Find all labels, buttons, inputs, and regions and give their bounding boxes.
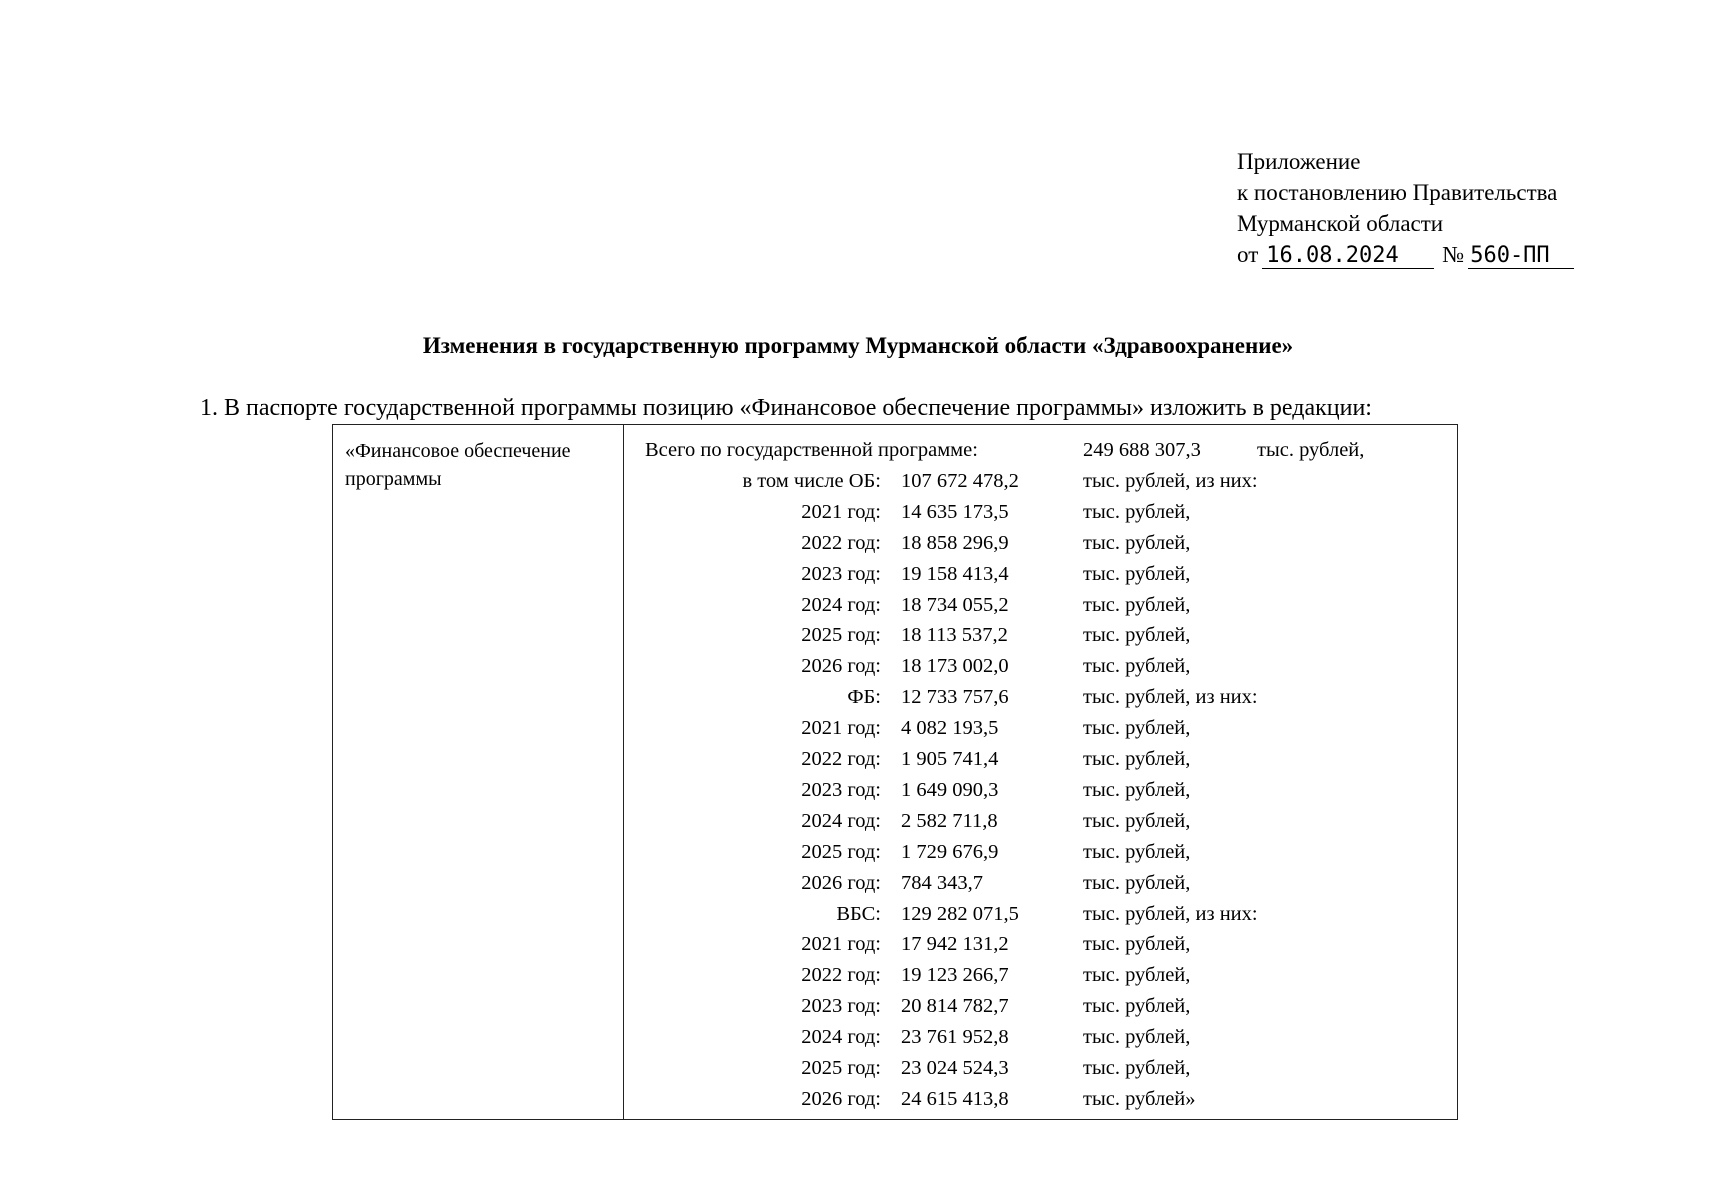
row-unit: тыс. рублей, [1083,1057,1191,1079]
from-label: от [1237,242,1259,267]
row-value: 18 734 055,2 [901,594,1009,616]
row-label: ВБС: [836,903,881,925]
financing-row [333,590,1459,620]
row-unit: тыс. рублей, [1083,841,1191,863]
financing-row [333,1084,1459,1114]
total-unit: тыс. рублей, [1257,439,1365,461]
financing-row [333,1022,1459,1052]
row-value: 1 649 090,3 [901,779,999,801]
financing-row [333,806,1459,836]
row-label: 2024 год: [801,810,881,832]
row-value: 129 282 071,5 [901,903,1019,925]
row-label: 2021 год: [801,501,881,523]
financing-row [333,868,1459,898]
row-label: ФБ: [847,686,881,708]
row-value: 2 582 711,8 [901,810,998,832]
row-label: 2025 год: [801,841,881,863]
document-title: Изменения в государственную программу Мурманской области «Здравоохранение» [422,333,1294,358]
financing-row [333,466,1459,496]
row-label: 2022 год: [801,964,881,986]
financing-row [333,682,1459,712]
financing-row [333,899,1459,929]
financing-row [333,837,1459,867]
row-unit: тыс. рублей, [1083,563,1191,585]
row-value: 14 635 173,5 [901,501,1009,523]
row-unit: тыс. рублей, [1083,964,1191,986]
row-unit: тыс. рублей, [1083,532,1191,554]
row-label: 2023 год: [801,779,881,801]
row-value: 19 123 266,7 [901,964,1009,986]
row-unit: тыс. рублей, [1083,995,1191,1017]
total-row [333,435,1459,465]
financing-row [333,559,1459,589]
financing-row [333,929,1459,959]
row-label: 2021 год: [801,717,881,739]
row-label: 2023 год: [801,995,881,1017]
number-label: № [1442,242,1465,267]
appendix-block [1237,146,1574,270]
appendix-date-line [1237,239,1574,270]
financing-row [333,775,1459,805]
total-value: 249 688 307,3 [1083,439,1201,461]
row-label: в том числе ОБ: [742,470,881,492]
financing-row [333,497,1459,527]
row-label: 2025 год: [801,1057,881,1079]
row-value: 18 113 537,2 [901,624,1008,646]
table-left-cell: «Финансовое обеспечение программы [345,440,571,490]
row-value: 1 729 676,9 [901,841,999,863]
row-value: 19 158 413,4 [901,563,1009,585]
row-value: 107 672 478,2 [901,470,1019,492]
row-unit: тыс. рублей, [1083,501,1191,523]
financing-row [333,528,1459,558]
appendix-line-1: Приложение [1237,149,1361,174]
row-value: 20 814 782,7 [901,995,1009,1017]
row-unit: тыс. рублей, [1083,1026,1191,1048]
row-value: 18 173 002,0 [901,655,1009,677]
row-label: 2025 год: [801,624,881,646]
row-value: 17 942 131,2 [901,933,1009,955]
row-label: 2021 год: [801,933,881,955]
appendix-line-3: Мурманской области [1237,211,1444,236]
row-label: 2023 год: [801,563,881,585]
financing-row [333,991,1459,1021]
appendix-line-2: к постановлению Правительства [1237,180,1558,205]
row-value: 1 905 741,4 [901,748,999,770]
financing-row [333,713,1459,743]
paragraph-1: 1. В паспорте государственной программы позицию «Финансовое обеспечение программы» изложить в редакции: [200,395,1372,421]
financing-row [333,651,1459,681]
row-unit: тыс. рублей, [1083,717,1191,739]
financing-table [332,424,1458,1120]
row-label: 2022 год: [801,532,881,554]
resolution-number: 560-ПП [1468,244,1574,269]
row-unit: тыс. рублей, [1083,779,1191,801]
row-label: 2026 год: [801,872,881,894]
financing-row [333,1053,1459,1083]
row-value: 24 615 413,8 [901,1088,1009,1110]
row-label: 2026 год: [801,655,881,677]
financing-row [333,744,1459,774]
row-unit: тыс. рублей, [1083,810,1191,832]
row-unit: тыс. рублей, из них: [1083,686,1258,708]
row-unit: тыс. рублей, [1083,748,1191,770]
financing-row [333,620,1459,650]
row-unit: тыс. рублей, [1083,594,1191,616]
total-label: Всего по государственной программе: [645,439,978,461]
row-unit: тыс. рублей, [1083,655,1191,677]
row-unit: тыс. рублей» [1083,1088,1196,1110]
resolution-date: 16.08.2024 [1262,244,1434,269]
row-unit: тыс. рублей, [1083,872,1191,894]
row-value: 23 761 952,8 [901,1026,1009,1048]
row-label: 2024 год: [801,1026,881,1048]
row-label: 2026 год: [801,1088,881,1110]
row-unit: тыс. рублей, [1083,933,1191,955]
row-value: 12 733 757,6 [901,686,1009,708]
financing-row [333,960,1459,990]
row-unit: тыс. рублей, из них: [1083,903,1258,925]
row-unit: тыс. рублей, из них: [1083,470,1258,492]
row-label: 2024 год: [801,594,881,616]
row-unit: тыс. рублей, [1083,624,1191,646]
row-label: 2022 год: [801,748,881,770]
row-value: 23 024 524,3 [901,1057,1009,1079]
row-value: 784 343,7 [901,872,983,894]
row-value: 18 858 296,9 [901,532,1009,554]
row-value: 4 082 193,5 [901,717,999,739]
